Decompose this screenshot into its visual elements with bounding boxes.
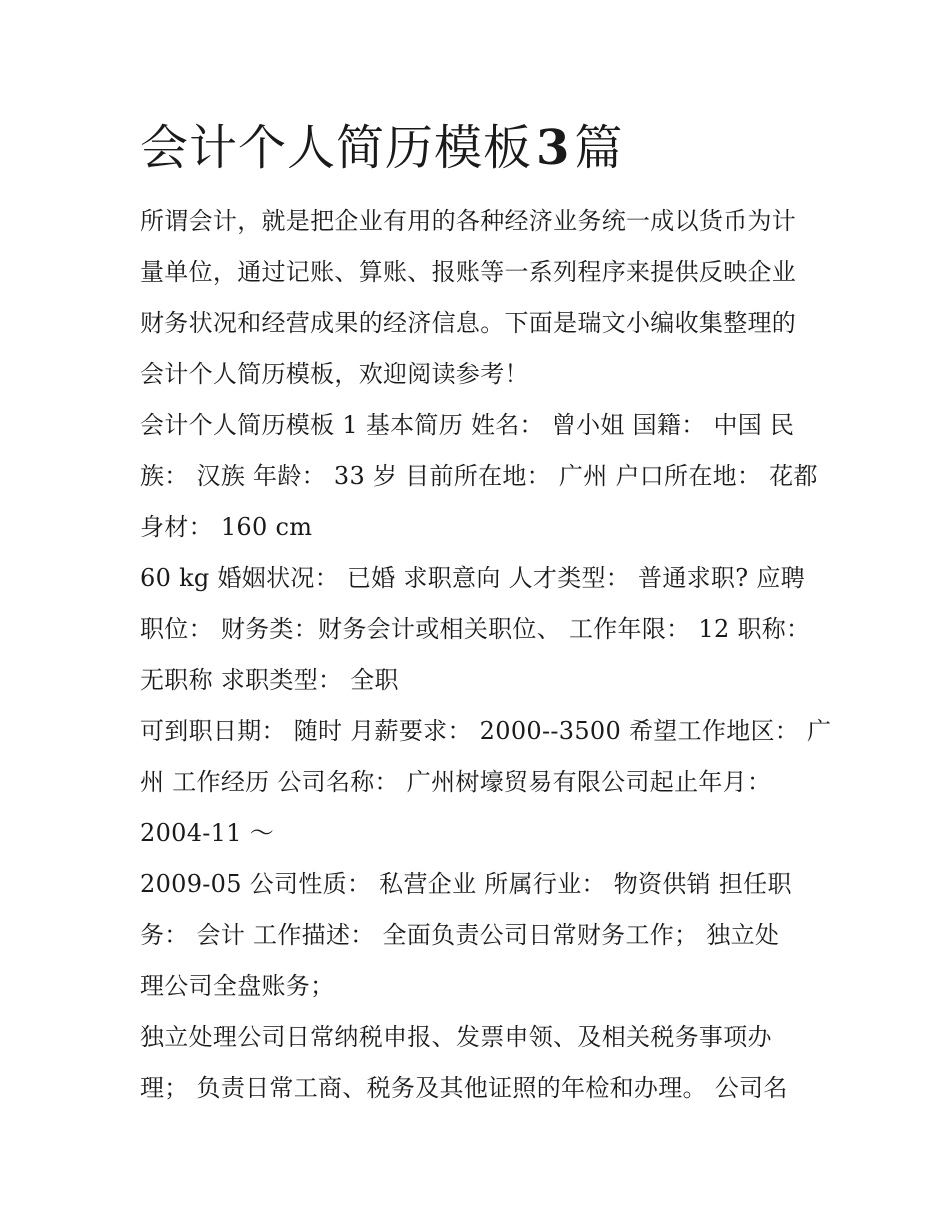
paragraph-line: 2009-05 公司性质： 私营企业 所属行业： 物资供销 担任职 bbox=[140, 870, 792, 898]
paragraph-line: 量单位，通过记账、算账、报账等一系列程序来提供反映企业 bbox=[140, 258, 797, 286]
paragraph-line: 可到职日期： 随时 月薪要求： 2000--3500 希望工作地区： 广 bbox=[140, 717, 832, 745]
paragraph-line: 财务状况和经营成果的经济信息。下面是瑞文小编收集整理的 bbox=[140, 309, 797, 337]
paragraph-line: 60 kg 婚姻状况： 已婚 求职意向 人才类型： 普通求职? 应聘 bbox=[140, 564, 805, 592]
paragraph-line: 理； 负责日常工商、税务及其他证照的年检和办理。 公司名 bbox=[140, 1074, 788, 1102]
title-number: 3 bbox=[536, 120, 571, 176]
title-text: 会计个人简历模板 bbox=[140, 120, 533, 176]
page-title bbox=[140, 116, 623, 180]
paragraph-line: 务： 会计 工作描述： 全面负责公司日常财务工作； 独立处 bbox=[140, 921, 780, 949]
paragraph-line: 身材： 160 cm bbox=[140, 513, 313, 541]
paragraph-line: 族： 汉族 年龄： 33 岁 目前所在地： 广州 户口所在地： 花都 bbox=[140, 462, 818, 490]
paragraph-line: 独立处理公司日常纳税申报、发票申领、及相关税务事项办 bbox=[140, 1023, 772, 1051]
paragraph-line: 州 工作经历 公司名称： 广州树壕贸易有限公司起止年月： bbox=[140, 768, 772, 796]
paragraph-line: 理公司全盘账务； bbox=[140, 972, 335, 1000]
title-suffix: 篇 bbox=[574, 120, 624, 176]
paragraph-line: 职位： 财务类：财务会计或相关职位、 工作年限： 12 职称： bbox=[140, 615, 811, 643]
paragraph-line: 无职称 求职类型： 全职 bbox=[140, 666, 399, 694]
paragraph-line: 会计个人简历模板 1 基本简历 姓名： 曾小姐 国籍： 中国 民 bbox=[140, 411, 795, 439]
paragraph-line: 所谓会计，就是把企业有用的各种经济业务统一成以货币为计 bbox=[140, 207, 797, 235]
paragraph-line: 2004-11 ～ bbox=[140, 819, 275, 847]
paragraph-line: 会计个人简历模板，欢迎阅读参考！ bbox=[140, 360, 529, 388]
